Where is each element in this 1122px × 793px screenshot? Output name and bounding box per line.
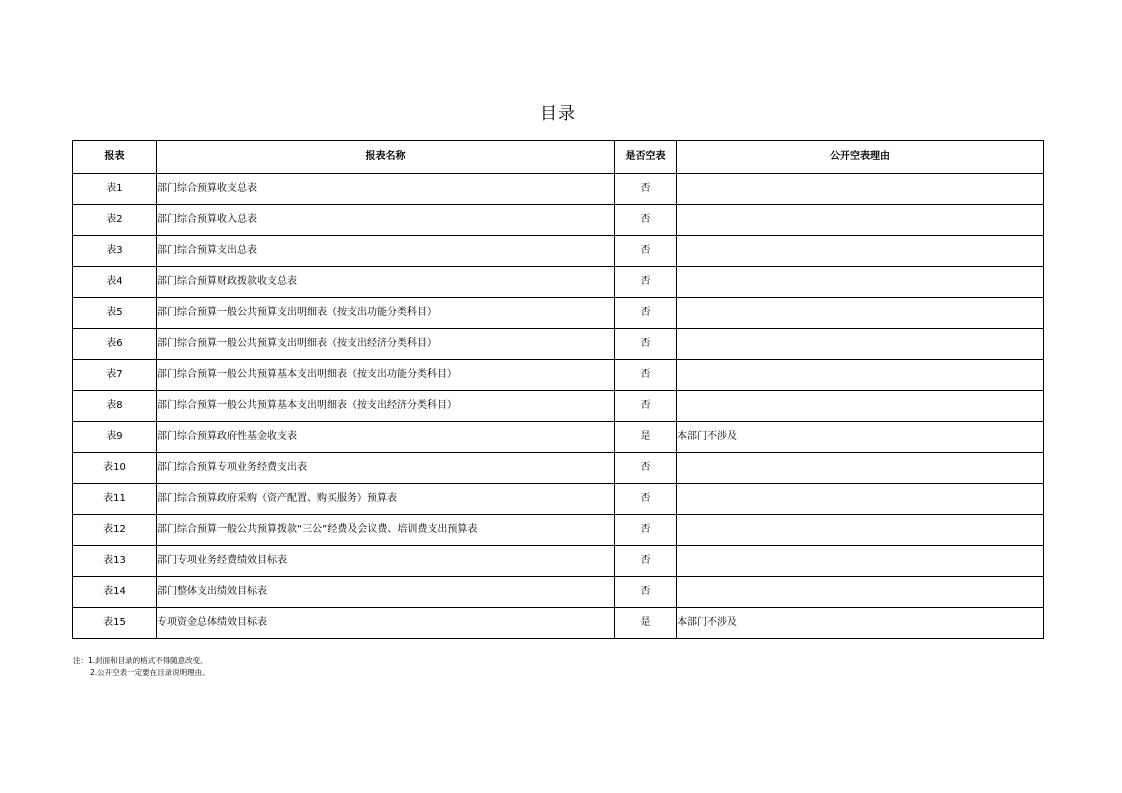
empty-reason-cell: [677, 205, 1044, 236]
report-name-cell: 部门综合预算政府采购（资产配置、购买服务）预算表: [157, 484, 615, 515]
report-id-cell: 表4: [73, 267, 157, 298]
table-row: [73, 391, 1044, 422]
table-row: [73, 577, 1044, 608]
footnote-1: 注：1.封面和目录的格式不得随意改变。: [73, 656, 208, 665]
is-empty-cell: 否: [615, 360, 677, 391]
table-row: [73, 453, 1044, 484]
report-name-cell: 部门综合预算专项业务经费支出表: [157, 453, 615, 484]
report-name-cell: 部门综合预算一般公共预算支出明细表（按支出经济分类科目）: [157, 329, 615, 360]
is-empty-cell: 否: [615, 174, 677, 205]
catalog-table: [72, 140, 1044, 639]
empty-reason-cell: [677, 577, 1044, 608]
report-name-cell: 部门综合预算收入总表: [157, 205, 615, 236]
is-empty-cell: 否: [615, 546, 677, 577]
footnotes: [73, 655, 210, 679]
report-name-cell: 部门综合预算政府性基金收支表: [157, 422, 615, 453]
table-row: [73, 205, 1044, 236]
is-empty-cell: 是: [615, 608, 677, 639]
table-row: [73, 236, 1044, 267]
is-empty-cell: 是: [615, 422, 677, 453]
report-name-cell: 部门综合预算一般公共预算基本支出明细表（按支出功能分类科目）: [157, 360, 615, 391]
report-id-cell: 表13: [73, 546, 157, 577]
report-id-cell: 表11: [73, 484, 157, 515]
empty-reason-cell: [677, 484, 1044, 515]
table-row: [73, 422, 1044, 453]
table-row: [73, 174, 1044, 205]
empty-reason-cell: [677, 391, 1044, 422]
report-id-cell: 表3: [73, 236, 157, 267]
report-id-cell: 表14: [73, 577, 157, 608]
empty-reason-cell: 本部门不涉及: [677, 608, 1044, 639]
page-title: 目录: [540, 104, 576, 124]
is-empty-cell: 否: [615, 515, 677, 546]
is-empty-cell: 否: [615, 236, 677, 267]
is-empty-cell: 否: [615, 577, 677, 608]
empty-reason-cell: [677, 453, 1044, 484]
table-row: [73, 329, 1044, 360]
empty-reason-cell: [677, 546, 1044, 577]
header-is-empty: 是否空表: [615, 141, 677, 174]
report-id-cell: 表10: [73, 453, 157, 484]
header-empty-reason: 公开空表理由: [677, 141, 1044, 174]
table-row: [73, 608, 1044, 639]
empty-reason-cell: [677, 267, 1044, 298]
empty-reason-cell: [677, 174, 1044, 205]
is-empty-cell: 否: [615, 329, 677, 360]
table-row: [73, 360, 1044, 391]
empty-reason-cell: 本部门不涉及: [677, 422, 1044, 453]
report-name-cell: 部门综合预算财政拨款收支总表: [157, 267, 615, 298]
report-name-cell: 部门综合预算一般公共预算拨款“三公”经费及会议费、培训费支出预算表: [157, 515, 615, 546]
report-id-cell: 表15: [73, 608, 157, 639]
empty-reason-cell: [677, 298, 1044, 329]
report-name-cell: 部门综合预算一般公共预算基本支出明细表（按支出经济分类科目）: [157, 391, 615, 422]
is-empty-cell: 否: [615, 484, 677, 515]
empty-reason-cell: [677, 515, 1044, 546]
report-name-cell: 部门综合预算收支总表: [157, 174, 615, 205]
table-header-row: [73, 141, 1044, 174]
header-report-name: 报表名称: [157, 141, 615, 174]
report-id-cell: 表2: [73, 205, 157, 236]
is-empty-cell: 否: [615, 391, 677, 422]
report-name-cell: 专项资金总体绩效目标表: [157, 608, 615, 639]
empty-reason-cell: [677, 329, 1044, 360]
report-name-cell: 部门专项业务经费绩效目标表: [157, 546, 615, 577]
is-empty-cell: 否: [615, 298, 677, 329]
report-id-cell: 表5: [73, 298, 157, 329]
header-report-id: 报表: [73, 141, 157, 174]
report-name-cell: 部门综合预算一般公共预算支出明细表（按支出功能分类科目）: [157, 298, 615, 329]
report-id-cell: 表1: [73, 174, 157, 205]
report-name-cell: 部门整体支出绩效目标表: [157, 577, 615, 608]
table-row: [73, 484, 1044, 515]
table-row: [73, 546, 1044, 577]
report-id-cell: 表6: [73, 329, 157, 360]
empty-reason-cell: [677, 236, 1044, 267]
report-id-cell: 表12: [73, 515, 157, 546]
table-row: [73, 267, 1044, 298]
report-id-cell: 表7: [73, 360, 157, 391]
footnote-2: 2.公开空表一定要在目录说明理由。: [90, 668, 210, 677]
empty-reason-cell: [677, 360, 1044, 391]
is-empty-cell: 否: [615, 267, 677, 298]
is-empty-cell: 否: [615, 205, 677, 236]
is-empty-cell: 否: [615, 453, 677, 484]
report-id-cell: 表9: [73, 422, 157, 453]
report-id-cell: 表8: [73, 391, 157, 422]
table-row: [73, 298, 1044, 329]
report-name-cell: 部门综合预算支出总表: [157, 236, 615, 267]
table-row: [73, 515, 1044, 546]
